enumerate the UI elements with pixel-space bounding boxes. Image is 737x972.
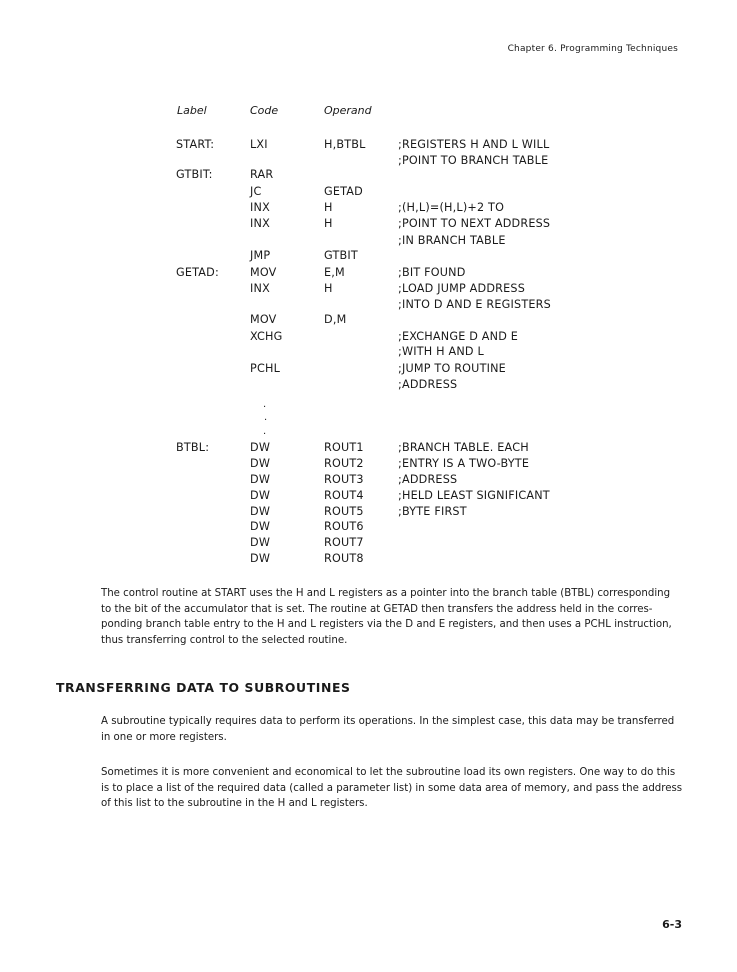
listing-code: DW: [250, 505, 271, 518]
listing-comment: ;JUMP TO ROUTINE: [398, 362, 506, 375]
listing-code: LXI: [250, 138, 268, 151]
listing-label: GETAD:: [176, 266, 219, 279]
listing-comment: ;REGISTERS H AND L WILL: [398, 138, 550, 151]
listing-code: PCHL: [250, 362, 281, 375]
listing-code: DW: [250, 552, 271, 565]
listing-code: DW: [250, 473, 271, 486]
listing-operand: ROUT7: [324, 536, 364, 549]
listing-code: JMP: [250, 249, 271, 262]
listing-code: DW: [250, 457, 271, 470]
listing-operand: H,BTBL: [324, 138, 366, 151]
listing-operand: H: [324, 201, 333, 214]
listing-operand: ROUT3: [324, 473, 364, 486]
paragraph-line: of this list to the subroutine in the H and L registers.: [101, 798, 368, 809]
paragraph-line: Sometimes it is more convenient and economical to let the subroutine load its own registers. One way to do this: [101, 767, 676, 778]
parameter-list-paragraph: [101, 765, 686, 812]
listing-operand: E,M: [324, 266, 345, 279]
listing-comment: ;POINT TO NEXT ADDRESS: [398, 217, 551, 230]
listing-operand: ROUT1: [324, 441, 364, 454]
listing-comment: ;EXCHANGE D AND E: [398, 330, 519, 343]
ellipsis-dot: .: [263, 426, 267, 437]
listing-comment: ;(H,L)=(H,L)+2 TO: [398, 201, 505, 214]
listing-code: DW: [250, 489, 271, 502]
listing-code: INX: [250, 282, 270, 295]
listing-operand: GTBIT: [324, 249, 358, 262]
column-header-operand: Operand: [324, 104, 372, 117]
paragraph-line: in one or more registers.: [101, 731, 227, 743]
listing-comment: ;INTO D AND E REGISTERS: [398, 298, 551, 311]
listing-code: DW: [250, 520, 271, 533]
listing-code: JC: [250, 185, 262, 198]
explanation-paragraph: [101, 586, 686, 648]
listing-code: INX: [250, 217, 270, 230]
ellipsis-dot: .: [263, 399, 267, 410]
listing-operand: ROUT5: [324, 505, 364, 518]
listing-comment: ;BYTE FIRST: [398, 505, 467, 518]
listing-label: GTBIT:: [176, 168, 213, 181]
listing-code: MOV: [250, 313, 277, 326]
intro-paragraph: [101, 714, 686, 745]
listing-operand: D,M: [324, 313, 347, 326]
page-number: 6-3: [662, 918, 682, 931]
paragraph-line: The control routine at START uses the H and L registers as a pointer into the branch table (BTBL) corresponding: [101, 588, 671, 599]
listing-operand: H: [324, 282, 333, 295]
listing-code: RAR: [250, 168, 274, 181]
listing-comment: ;WITH H AND L: [398, 345, 484, 358]
listing-label: START:: [176, 138, 215, 151]
listing-comment: ;LOAD JUMP ADDRESS: [398, 282, 526, 295]
listing-code: XCHG: [250, 330, 283, 343]
paragraph-line: thus transferring control to the selected routine.: [101, 634, 348, 646]
listing-operand: ROUT6: [324, 520, 364, 533]
listing-comment: ;BIT FOUND: [398, 266, 466, 279]
section-heading: TRANSFERRING DATA TO SUBROUTINES: [56, 680, 351, 695]
listing-comment: ;BRANCH TABLE. EACH: [398, 441, 529, 454]
listing-code: DW: [250, 536, 271, 549]
column-header-code: Code: [250, 104, 279, 117]
listing-comment: ;ADDRESS: [398, 473, 458, 486]
listing-code: INX: [250, 201, 270, 214]
running-head: Chapter 6. Programming Techniques: [507, 44, 678, 54]
ellipsis-dot: .: [264, 412, 268, 423]
paragraph-line: A subroutine typically requires data to perform its operations. In the simplest case, this data may be transferred: [101, 716, 675, 727]
listing-comment: ;HELD LEAST SIGNIFICANT: [398, 489, 550, 502]
paragraph-line: is to place a list of the required data (called a parameter list) in some data area of memory, and pass the address: [101, 782, 683, 794]
listing-operand: ROUT2: [324, 457, 364, 470]
listing-operand: ROUT4: [324, 489, 364, 502]
listing-comment: ;ENTRY IS A TWO-BYTE: [398, 457, 530, 470]
listing-comment: ;POINT TO BRANCH TABLE: [398, 154, 549, 167]
listing-operand: ROUT8: [324, 552, 364, 565]
column-header-label: Label: [177, 104, 207, 117]
paragraph-line: ponding branch table entry to the H and L registers via the D and E registers, and then uses a PCHL instruction,: [101, 619, 672, 630]
listing-comment: ;ADDRESS: [398, 378, 458, 391]
listing-operand: H: [324, 217, 333, 230]
paragraph-line: to the bit of the accumulator that is set. The routine at GETAD then transfers the address held in the corres-: [101, 603, 653, 615]
listing-label: BTBL:: [176, 441, 210, 454]
listing-code: MOV: [250, 266, 277, 279]
listing-comment: ;IN BRANCH TABLE: [398, 234, 506, 247]
listing-code: DW: [250, 441, 271, 454]
listing-operand: GETAD: [324, 185, 363, 198]
